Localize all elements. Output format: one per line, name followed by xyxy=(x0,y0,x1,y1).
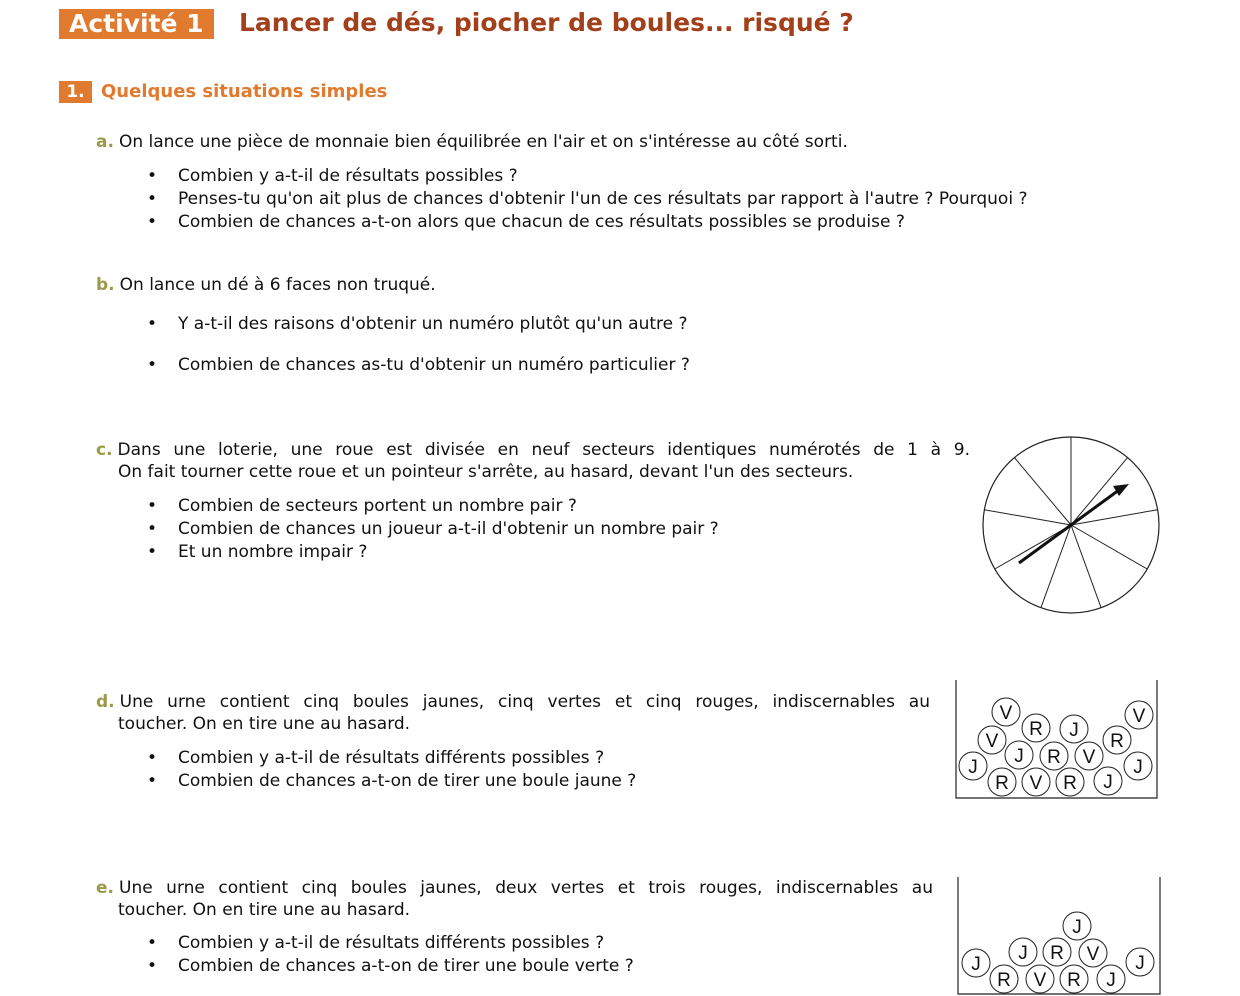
ball-label: V xyxy=(999,703,1013,724)
urn-d xyxy=(952,676,1162,802)
urn-e xyxy=(954,873,1164,996)
wheel-spoke xyxy=(1071,525,1147,569)
list-item: • Penses-tu qu'on ait plus de chances d'obtenir l'un de ces résultats par rapport à l'autre ? Pourquoi ? xyxy=(147,188,1027,211)
ball-label: V xyxy=(1033,970,1047,991)
urn-ball xyxy=(1009,938,1037,966)
question-text: On fait tourner cette roue et un pointeur s'arrête, au hasard, devant l'un des secteurs. xyxy=(118,462,854,482)
list-item: • Combien de chances a-t-on alors que chacun de ces résultats possibles se produise ? xyxy=(147,211,1027,234)
wheel-spoke xyxy=(1071,525,1101,608)
urn-ball xyxy=(992,698,1020,726)
section-number: 1. xyxy=(59,81,92,103)
question-c xyxy=(96,439,970,483)
ball-label: V xyxy=(985,731,999,752)
question-text: Une urne contient cinq boules jaunes, cinq vertes et cinq rouges, indiscernables au xyxy=(119,692,930,712)
bullet-list-d xyxy=(147,747,636,793)
urn-ball xyxy=(1079,939,1107,967)
list-item: • Combien de chances a-t-on de tirer une boule jaune ? xyxy=(147,770,636,793)
urn-ball xyxy=(1060,715,1088,743)
list-item: • Combien y a-t-il de résultats différents possibles ? xyxy=(147,932,634,955)
urn-ball xyxy=(1126,948,1154,976)
list-item: • Combien de secteurs portent un nombre pair ? xyxy=(147,495,719,518)
urn-ball xyxy=(990,965,1018,993)
question-text: Une urne contient cinq boules jaunes, deux vertes et trois rouges, indiscernables au xyxy=(119,878,933,898)
ball-label: R xyxy=(997,970,1011,991)
ball-label: J xyxy=(968,757,978,778)
pointer-arrow xyxy=(1019,490,1119,563)
question-e-line1 xyxy=(96,877,933,899)
ball-label: J xyxy=(1018,943,1028,964)
question-e xyxy=(96,877,933,921)
urn-ball xyxy=(978,726,1006,754)
bullet-list-e xyxy=(147,932,634,978)
ball-label: J xyxy=(971,954,981,975)
bullet-list-b xyxy=(147,313,690,377)
question-letter: e. xyxy=(96,878,114,898)
ball-label: R xyxy=(1050,943,1064,964)
question-text: On lance une pièce de monnaie bien équilibrée en l'air et on s'intéresse au côté sorti. xyxy=(118,132,848,152)
question-text: toucher. On en tire une au hasard. xyxy=(118,900,411,920)
section-title: Quelques situations simples xyxy=(101,81,388,102)
ball-label: J xyxy=(1103,772,1113,793)
ball-label: V xyxy=(1086,944,1100,965)
question-text: Dans une loterie, une roue est divisée en neuf secteurs identiques numérotés de 1 à 9. xyxy=(117,440,970,460)
activity-badge: Activité 1 xyxy=(59,9,214,39)
urn-ball xyxy=(959,752,987,780)
urn-ball xyxy=(1043,938,1071,966)
question-letter: d. xyxy=(96,692,115,712)
urn-ball xyxy=(1060,965,1088,993)
wheel-spoke xyxy=(984,510,1071,525)
ball-label: V xyxy=(1132,706,1146,727)
question-letter: c. xyxy=(96,440,113,460)
ball-label: J xyxy=(1133,757,1143,778)
urn-ball xyxy=(1026,965,1054,993)
ball-label: R xyxy=(1067,970,1081,991)
question-d xyxy=(96,691,930,735)
ball-label: R xyxy=(1029,719,1043,740)
urn-ball xyxy=(1063,912,1091,940)
question-d-line1 xyxy=(96,691,930,713)
list-item: • Combien de chances un joueur a-t-il d'obtenir un nombre pair ? xyxy=(147,518,719,541)
ball-label: R xyxy=(995,773,1009,794)
wheel-spokes xyxy=(984,437,1157,608)
urn-ball xyxy=(1097,965,1125,993)
ball-label: J xyxy=(1069,720,1079,741)
question-c-line1 xyxy=(96,439,970,461)
urn-outline xyxy=(958,877,1160,994)
list-item: • Et un nombre impair ? xyxy=(147,541,719,564)
ball-label: V xyxy=(1082,747,1096,768)
lottery-wheel xyxy=(975,430,1167,620)
ball-label: J xyxy=(1014,746,1024,767)
list-item: • Y a-t-il des raisons d'obtenir un numéro plutôt qu'un autre ? xyxy=(147,313,690,336)
urn-ball xyxy=(962,949,990,977)
list-item: • Combien de chances a-t-on de tirer une boule verte ? xyxy=(147,955,634,978)
activity-title: Lancer de dés, piocher de boules... risqué ? xyxy=(239,8,854,37)
urn-ball xyxy=(1124,752,1152,780)
list-item: • Combien de chances as-tu d'obtenir un numéro particulier ? xyxy=(147,354,690,377)
wheel-pivot xyxy=(1069,523,1073,527)
ball-label: R xyxy=(1047,747,1061,768)
urn-ball xyxy=(1022,768,1050,796)
bullet-list-c xyxy=(147,495,719,564)
question-text: On lance un dé à 6 faces non truqué. xyxy=(119,275,436,295)
urn-ball xyxy=(1056,768,1084,796)
ball-label: J xyxy=(1106,970,1116,991)
urn-ball xyxy=(1022,714,1050,742)
question-b xyxy=(96,274,436,296)
urn-ball xyxy=(988,768,1016,796)
ball-label: V xyxy=(1029,773,1043,794)
list-item: • Combien y a-t-il de résultats différents possibles ? xyxy=(147,747,636,770)
list-item: • Combien y a-t-il de résultats possibles ? xyxy=(147,165,1027,188)
ball-label: J xyxy=(1135,953,1145,974)
question-letter: a. xyxy=(96,132,114,152)
urn-ball xyxy=(1075,742,1103,770)
urn-ball xyxy=(1103,726,1131,754)
urn-ball xyxy=(1005,741,1033,769)
question-letter: b. xyxy=(96,275,115,295)
wheel-spoke xyxy=(1014,458,1071,525)
bullet-list-a xyxy=(147,165,1027,234)
question-a xyxy=(96,131,848,153)
urn-ball xyxy=(1125,701,1153,729)
urn-ball xyxy=(1094,767,1122,795)
question-text: toucher. On en tire une au hasard. xyxy=(118,714,411,734)
urn-ball xyxy=(1040,742,1068,770)
ball-label: R xyxy=(1110,731,1124,752)
ball-label: R xyxy=(1063,773,1077,794)
ball-label: J xyxy=(1072,917,1082,938)
